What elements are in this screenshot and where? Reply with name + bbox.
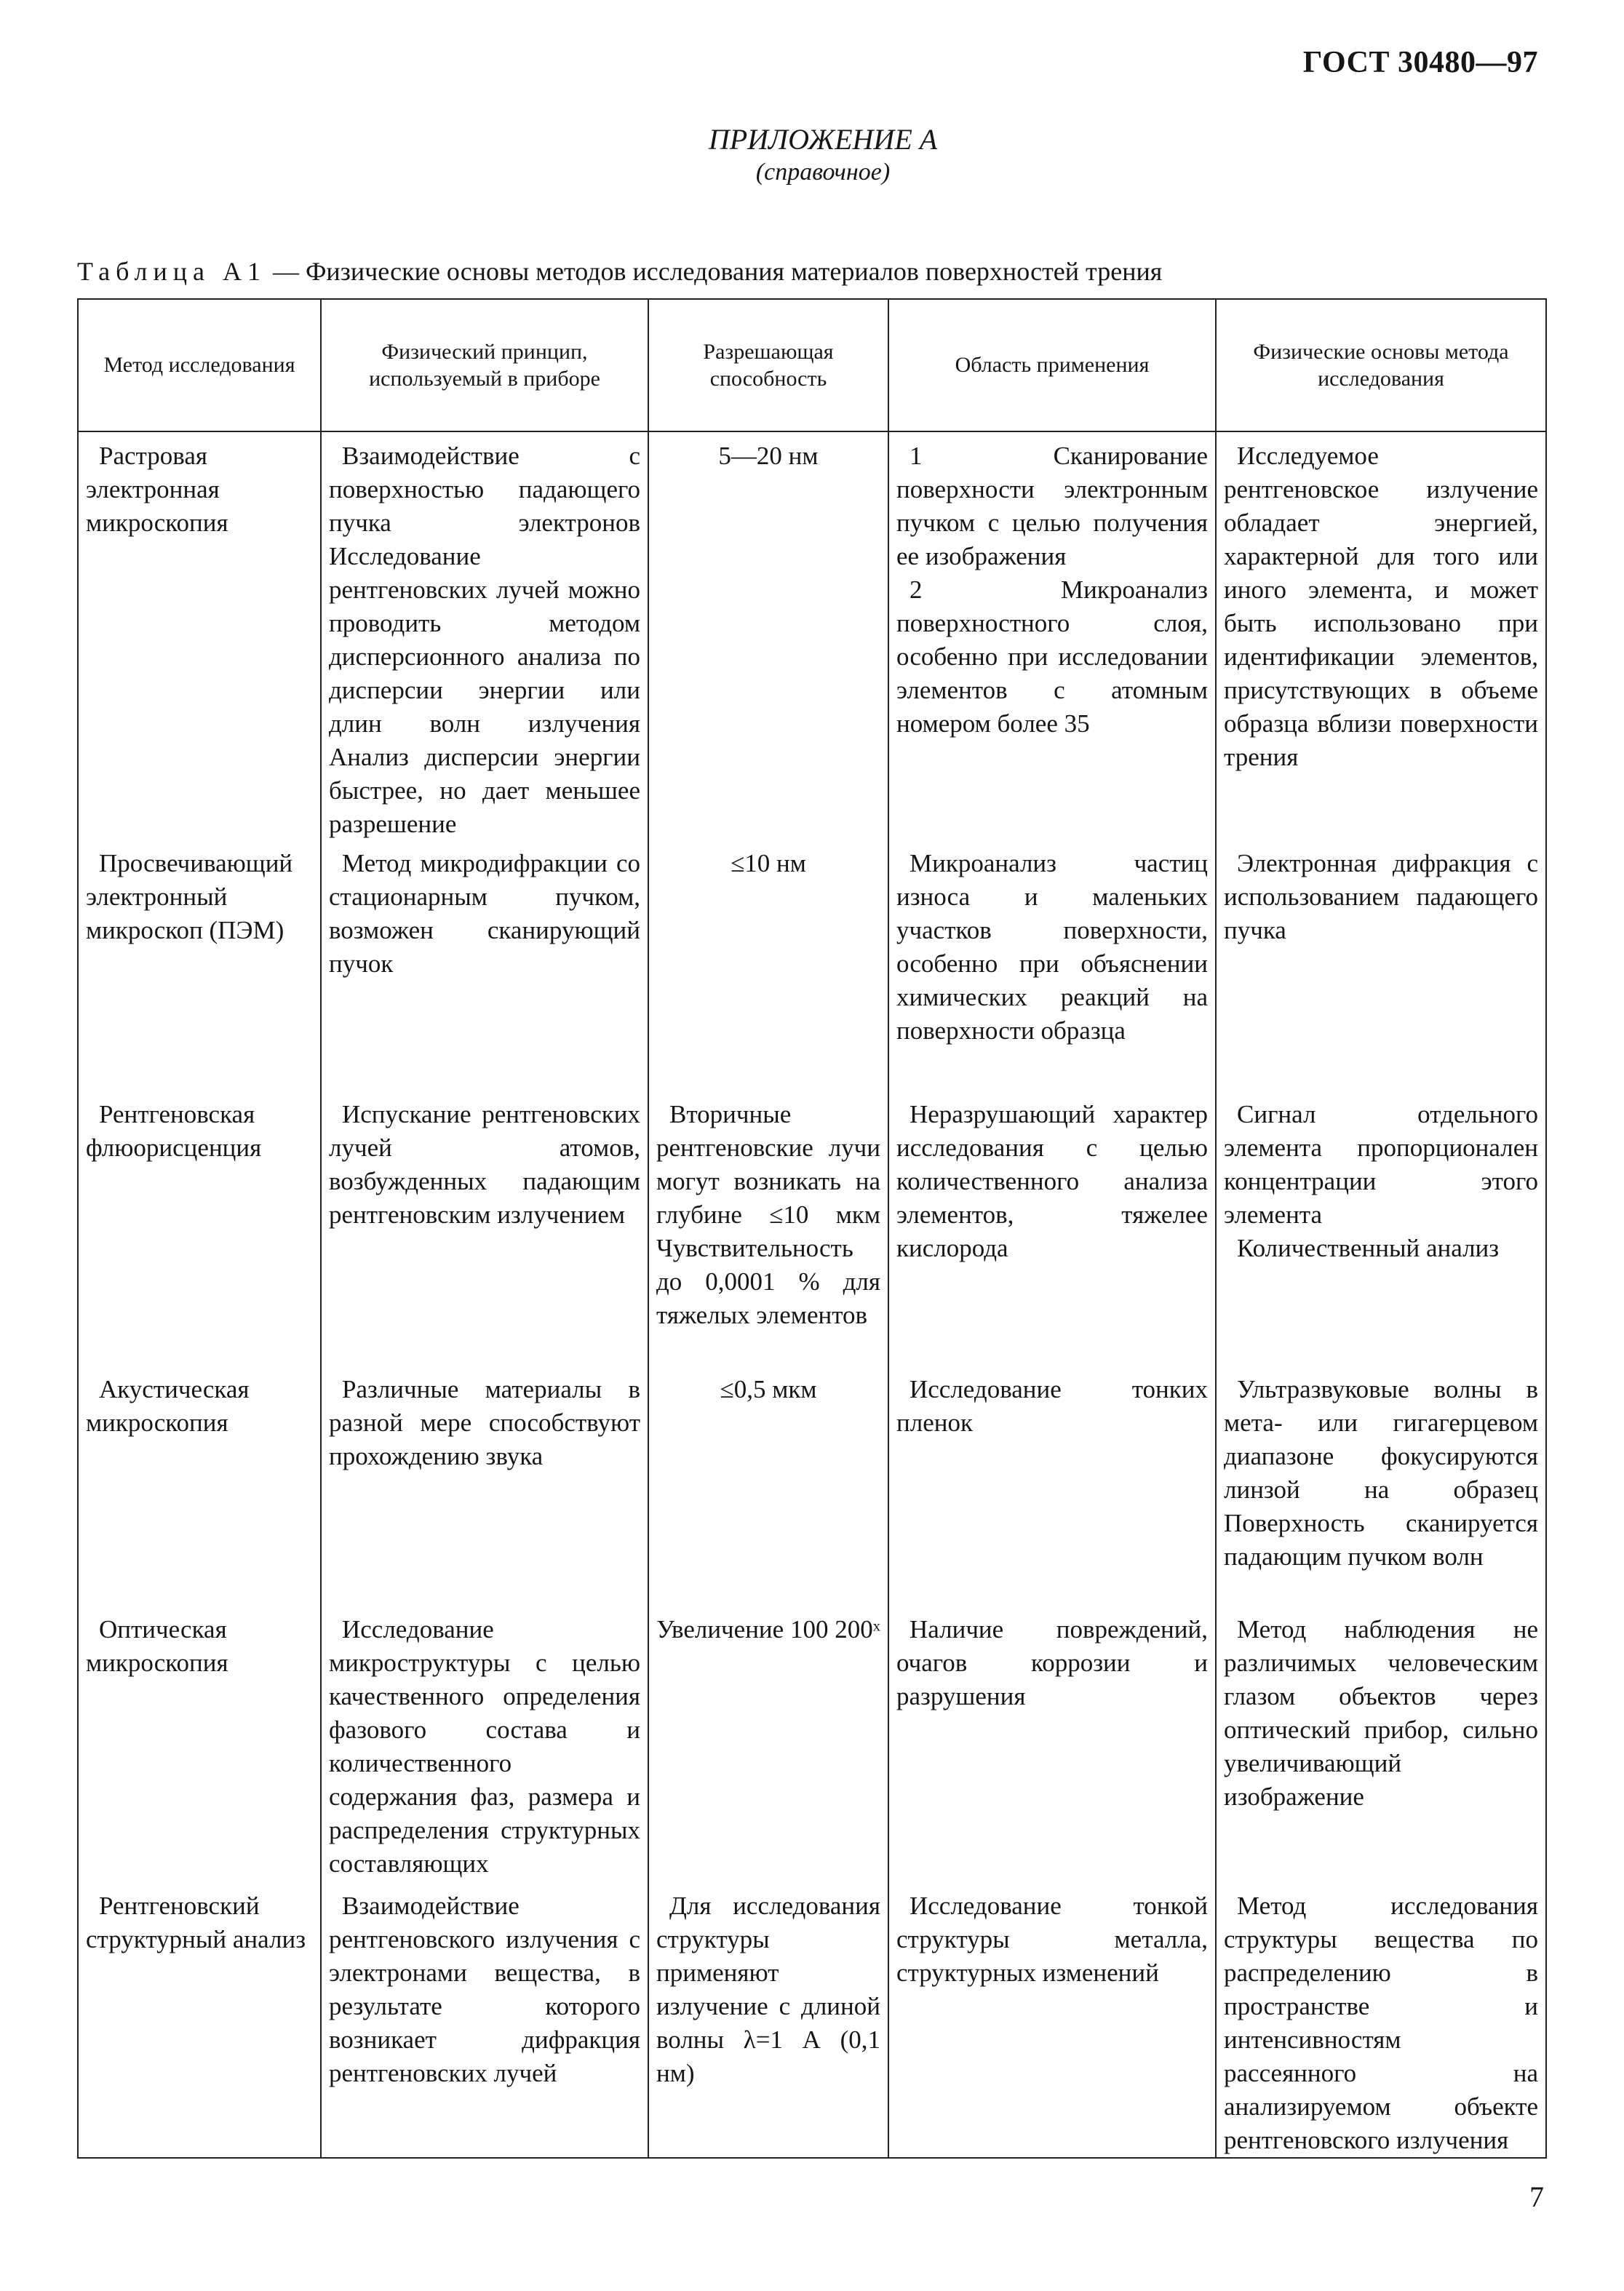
table-row bbox=[78, 1092, 1546, 1367]
table-row bbox=[78, 1607, 1546, 1884]
cell-text: Наличие повреждений, очагов коррозии и разрушения bbox=[896, 1615, 1208, 1710]
cell-text: Ультразвуковые волны в мета- или гигагерцевом диапазоне фокусируются линзой на образец Поверхность сканируется падающим пучком волн bbox=[1224, 1375, 1538, 1571]
cell-text: Исследование микроструктуры с целью качественного определения фазового состава и количественного содержания фаз, размера и распределения структурных составляющих bbox=[329, 1615, 640, 1878]
cell-text: ≤0,5 мкм bbox=[720, 1375, 817, 1403]
cell-method bbox=[78, 1367, 321, 1607]
cell-principle bbox=[321, 1367, 648, 1607]
cell-principle bbox=[321, 1092, 648, 1367]
cell-text: 5—20 нм bbox=[718, 442, 819, 470]
methods-table bbox=[77, 298, 1547, 2159]
cell-basis bbox=[1216, 1607, 1546, 1884]
cell-resolution bbox=[648, 1607, 888, 1884]
cell-method bbox=[78, 431, 321, 841]
cell-text-2: Количественный анализ bbox=[1237, 1234, 1500, 1262]
cell-resolution bbox=[648, 1367, 888, 1607]
cell-text: Вторичные рентгеновские лучи могут возникать на глубине ≤10 мкм Чувствительность до 0,0001 % для тяжелых элементов bbox=[656, 1100, 880, 1329]
table-header-row bbox=[78, 299, 1546, 431]
cell-basis bbox=[1216, 841, 1546, 1092]
cell-application bbox=[888, 1367, 1216, 1607]
cell-text: Метод микродифракции со стационарным пучком, возможен сканирующий пучок bbox=[329, 849, 640, 978]
cell-resolution bbox=[648, 1092, 888, 1367]
cell-principle bbox=[321, 1607, 648, 1884]
cell-text: Метод наблюдения не различимых человеческим глазом объектов через оптический прибор, сильно увеличивающий изображение bbox=[1224, 1615, 1538, 1811]
cell-text: Электронная дифракция с использованием падающего пучка bbox=[1224, 849, 1538, 944]
cell-text: Рентгеновская флюорисценция bbox=[86, 1100, 262, 1162]
cell-basis bbox=[1216, 431, 1546, 841]
cell-application bbox=[888, 1884, 1216, 2158]
cell-principle bbox=[321, 1884, 648, 2158]
cell-resolution bbox=[648, 1884, 888, 2158]
column-header-method: Метод исследования bbox=[78, 299, 321, 431]
cell-text: Различные материалы в разной мере способствуют прохождению звука bbox=[329, 1375, 640, 1470]
cell-text: Исследование тонких пленок bbox=[896, 1375, 1208, 1437]
cell-text: Просвечивающий электронный микроскоп (ПЭМ) bbox=[86, 849, 293, 944]
cell-text: Неразрушающий характер исследования с целью количественного анализа элементов, тяжелее кислорода bbox=[896, 1100, 1208, 1262]
cell-principle bbox=[321, 431, 648, 841]
cell-application bbox=[888, 431, 1216, 841]
cell-basis bbox=[1216, 1092, 1546, 1367]
cell-text: Исследование тонкой структуры металла, структурных изменений bbox=[896, 1892, 1208, 1987]
cell-method bbox=[78, 1092, 321, 1367]
cell-principle bbox=[321, 841, 648, 1092]
page-number: 7 bbox=[1529, 2180, 1544, 2213]
table-row bbox=[78, 841, 1546, 1092]
cell-text: Взаимодействие с поверхностью падающего пучка электронов Исследование рентгеновских лучей можно проводить методом дисперсионного анализа по дисперсии энергии или длин волн излучения Анализ дисперсии энергии быстрее, но дает меньшее разрешение bbox=[329, 442, 640, 838]
document-code: ГОСТ 30480—97 bbox=[1302, 46, 1538, 79]
appendix-subtitle: (справочное) bbox=[755, 159, 891, 186]
cell-basis bbox=[1216, 1367, 1546, 1607]
cell-text: Исследуемое рентгеновское излучение обладает энергией, характерной для того или иного элемента, и может быть использовано при идентификации элементов, присутствующих в объеме образца вблизи поверхности трения bbox=[1224, 442, 1538, 771]
column-header-principle: Физический принцип, используемый в приборе bbox=[321, 299, 648, 431]
cell-text: Растровая электронная микроскопия bbox=[86, 442, 228, 537]
cell-application bbox=[888, 1607, 1216, 1884]
cell-application bbox=[888, 1092, 1216, 1367]
cell-text-2: 2 Микроанализ поверхностного слоя, особенно при исследовании элементов с атомным номером более 35 bbox=[896, 575, 1208, 738]
cell-text: Сигнал отдельного элемента пропорционален концентрации этого элемента bbox=[1224, 1100, 1538, 1229]
cell-text: Взаимодействие рентгеновского излучения с электронами вещества, в результате которого возникает дифракция рентгеновских лучей bbox=[329, 1892, 640, 2087]
cell-text: Оптическая микроскопия bbox=[86, 1615, 228, 1677]
table-row bbox=[78, 1367, 1546, 1607]
cell-application bbox=[888, 841, 1216, 1092]
cell-method bbox=[78, 1607, 321, 1884]
table-caption-text: — Физические основы методов исследования материалов поверхностей трения bbox=[266, 257, 1163, 286]
cell-text: Метод исследования структуры вещества по распределению в пространстве и интенсивностям рассеянного на анализируемом объекте рентгеновского излучения bbox=[1224, 1892, 1538, 2154]
table-row bbox=[78, 431, 1546, 841]
cell-text: Испускание рентгеновских лучей атомов, возбужденных падающим рентгеновским излучением bbox=[329, 1100, 640, 1229]
cell-resolution bbox=[648, 431, 888, 841]
cell-resolution bbox=[648, 841, 888, 1092]
table-row bbox=[78, 1884, 1546, 2158]
cell-method bbox=[78, 1884, 321, 2158]
cell-basis bbox=[1216, 1884, 1546, 2158]
column-header-resolution: Разрешающая способность bbox=[648, 299, 888, 431]
cell-text: Увеличение 100 200ˣ bbox=[656, 1615, 880, 1643]
cell-method bbox=[78, 841, 321, 1092]
cell-text: Микроанализ частиц износа и маленьких участков поверхности, особенно при объяснении химических реакций на поверхности образца bbox=[896, 849, 1208, 1045]
cell-text: Рентгеновский структурный анализ bbox=[86, 1892, 306, 1953]
appendix-title: ПРИЛОЖЕНИЕ А bbox=[708, 123, 938, 156]
cell-text: Для исследования структуры применяют излучение с длиной волны λ=1 А (0,1 нм) bbox=[656, 1892, 880, 2087]
cell-text: 1 Сканирование поверхности электронным пучком с целью получения ее изображения bbox=[896, 442, 1208, 570]
cell-text: ≤10 нм bbox=[731, 849, 806, 877]
table-caption bbox=[77, 256, 1162, 287]
cell-text: Акустическая микроскопия bbox=[86, 1375, 250, 1437]
table-caption-label: Таблица А1 bbox=[77, 257, 266, 286]
column-header-basis: Физические основы метода исследования bbox=[1216, 299, 1546, 431]
column-header-application: Область применения bbox=[888, 299, 1216, 431]
